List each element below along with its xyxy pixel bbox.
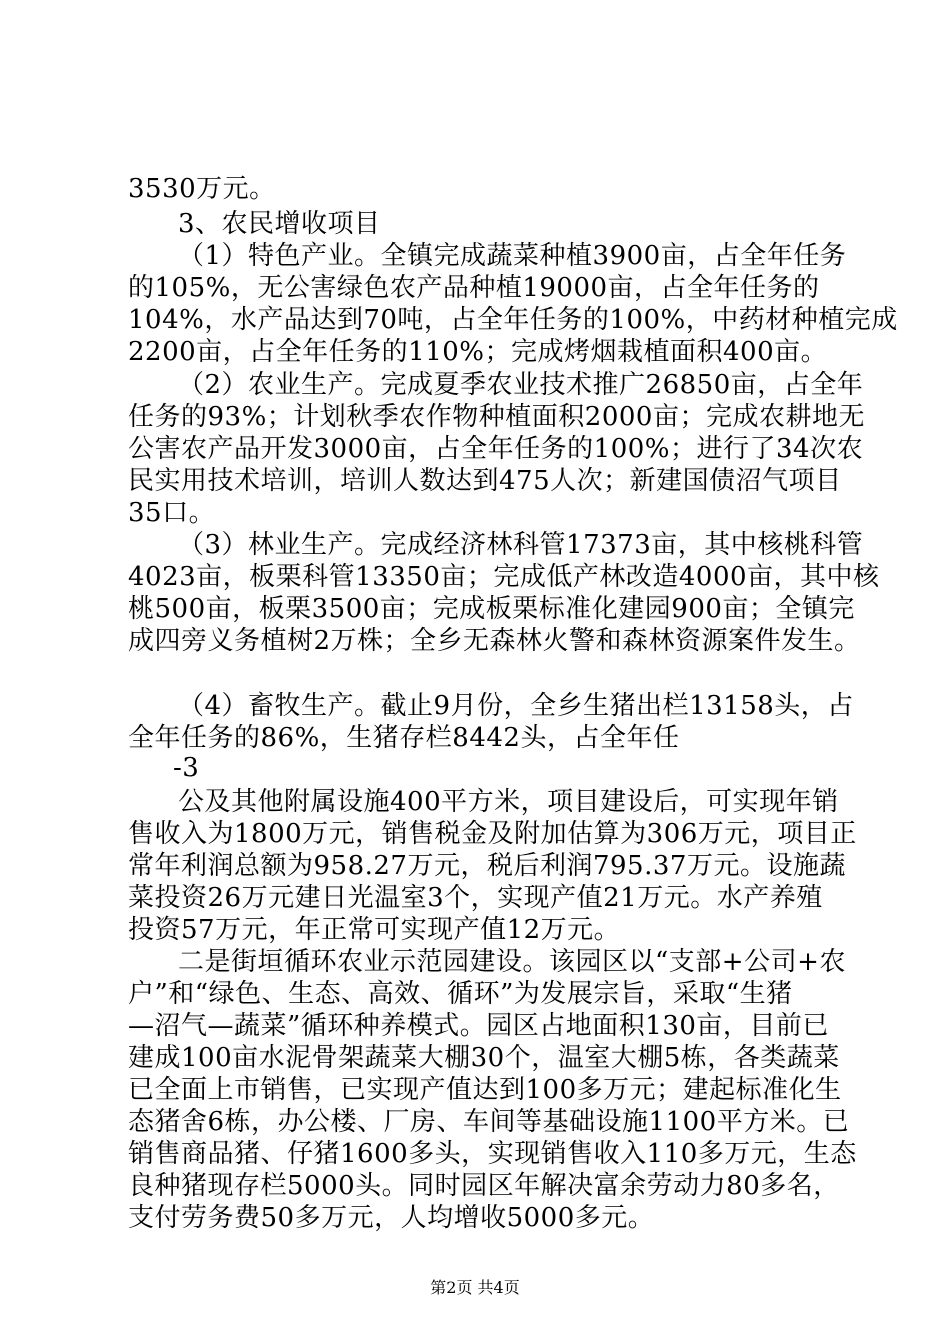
text-line-7: （2）农业生产。完成夏季农业技术推广26850亩，占全年 — [178, 370, 864, 400]
text-line-27: 建成100亩水泥骨架蔬菜大棚30个，温室大棚5栋，各类蔬菜 — [128, 1043, 840, 1073]
text-line-28: 已全面上市销售，已实现产值达到100多万元；建起标准化生 — [128, 1075, 842, 1105]
text-line-8: 任务的93%；计划秋季农作物种植面积2000亩；完成农耕地无 — [128, 402, 865, 432]
text-line-20: 售收入为1800万元，销售税金及附加估算为306万元，项目正 — [128, 819, 857, 849]
text-line-22: 菜投资26万元建日光温室3个，实现产值21万元。水产养殖 — [128, 883, 823, 913]
text-line-19: 公及其他附属设施400平方米，项目建设后，可实现年销 — [178, 787, 839, 817]
text-line-16: （4）畜牧生产。截止9月份，全乡生猪出栏13158头，占 — [178, 691, 854, 721]
text-line-15: 成四旁义务植树2万株；全乡无森林火警和森林资源案件发生。 — [128, 626, 861, 656]
text-line-13: 4023亩，板栗科管13350亩；完成低产林改造4000亩，其中核 — [128, 562, 880, 592]
text-line-3: （1）特色产业。全镇完成蔬菜种植3900亩，占全年任务 — [178, 241, 847, 271]
text-line-10: 民实用技术培训，培训人数达到475人次；新建国债沼气项目 — [128, 466, 842, 496]
text-line-26: —沼气—蔬菜”循环种养模式。园区占地面积130亩，目前已 — [128, 1011, 829, 1041]
text-line-24: 二是街垣循环农业示范园建设。该园区以“支部+公司+农 — [178, 947, 846, 977]
text-line-17: 全年任务的86%，生猪存栏8442头，占全年任 — [128, 723, 680, 753]
text-line-4: 的105%，无公害绿色农产品种植19000亩，占全年任务的 — [128, 273, 820, 303]
text-line-5: 104%，水产品达到70吨，占全年任务的100%，中药材种植完成 — [128, 305, 898, 335]
text-line-1: 3530万元。 — [128, 174, 276, 204]
text-line-14: 桃500亩，板栗3500亩；完成板栗标准化建园900亩；全镇完 — [128, 594, 855, 624]
text-line-21: 常年利润总额为958.27万元，税后利润795.37万元。设施蔬 — [128, 851, 846, 881]
text-line-29: 态猪舍6栋，办公楼、厂房、车间等基础设施1100平方米。已 — [128, 1107, 850, 1137]
section-heading: 3、农民增收项目 — [178, 209, 381, 239]
text-line-11: 35口。 — [128, 498, 216, 528]
text-line-23: 投资57万元，年正常可实现产值12万元。 — [128, 915, 621, 945]
text-line-12: （3）林业生产。完成经济林科管17373亩，其中核桃科管 — [178, 530, 864, 560]
text-line-32: 支付劳务费50多万元，人均增收5000多元。 — [128, 1203, 655, 1233]
page-marker: -3 — [173, 753, 200, 783]
page-footer: 第2页 共4页 — [430, 1278, 520, 1297]
text-line-6: 2200亩，占全年任务的110%；完成烤烟栽植面积400亩。 — [128, 337, 828, 367]
text-line-25: 户”和“绿色、生态、高效、循环”为发展宗旨，采取“生猪 — [128, 979, 793, 1009]
text-line-30: 销售商品猪、仔猪1600多头，实现销售收入110多万元，生态 — [128, 1139, 857, 1169]
text-line-9: 公害农产品开发3000亩，占全年任务的100%；进行了34次农 — [128, 434, 864, 464]
text-line-31: 良种猪现存栏5000头。同时园区年解决富余劳动力80多名， — [128, 1171, 840, 1201]
